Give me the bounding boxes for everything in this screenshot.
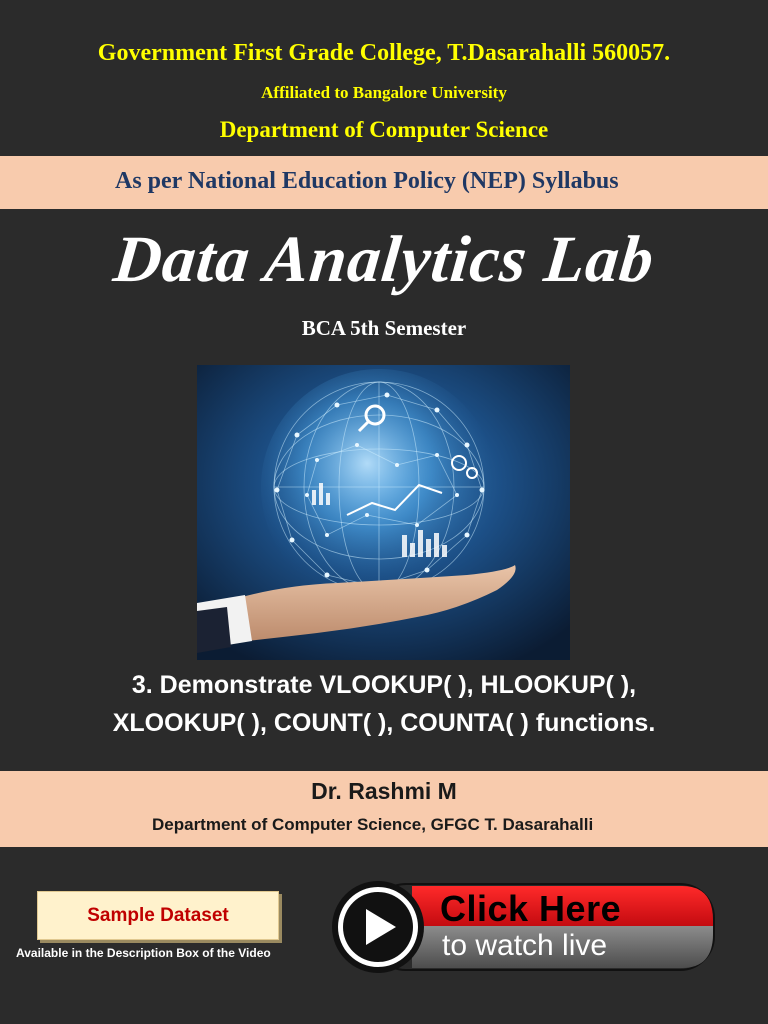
click-here-label: Click Here bbox=[440, 888, 622, 929]
author-name: Dr. Rashmi M bbox=[311, 778, 457, 804]
sample-dataset-button[interactable] bbox=[37, 891, 279, 940]
watch-live-label: to watch live bbox=[442, 929, 608, 962]
experiment-title-line2: XLOOKUP( ), COUNT( ), COUNTA( ) functions. bbox=[112, 709, 656, 737]
department-heading: Department of Computer Science bbox=[219, 117, 549, 142]
play-icon bbox=[332, 881, 424, 973]
author-department: Department of Computer Science, GFGC T. Dasarahalli bbox=[152, 815, 594, 834]
page-title: Data Analytics Lab bbox=[110, 223, 658, 296]
affiliation-text: Affiliated to Bangalore University bbox=[261, 83, 507, 102]
sample-dataset-label: Sample Dataset bbox=[87, 904, 229, 926]
data-globe-hand-image bbox=[197, 365, 570, 660]
semester-label: BCA 5th Semester bbox=[301, 316, 467, 340]
college-name: Government First Grade College, T.Dasarahalli 560057. bbox=[97, 40, 671, 66]
experiment-title-line1: 3. Demonstrate VLOOKUP( ), HLOOKUP( ), bbox=[131, 671, 637, 699]
nep-banner-text: As per National Education Policy (NEP) Syllabus bbox=[115, 168, 619, 194]
globe-illustration bbox=[197, 365, 570, 660]
dataset-note: Available in the Description Box of the Video bbox=[16, 946, 271, 960]
